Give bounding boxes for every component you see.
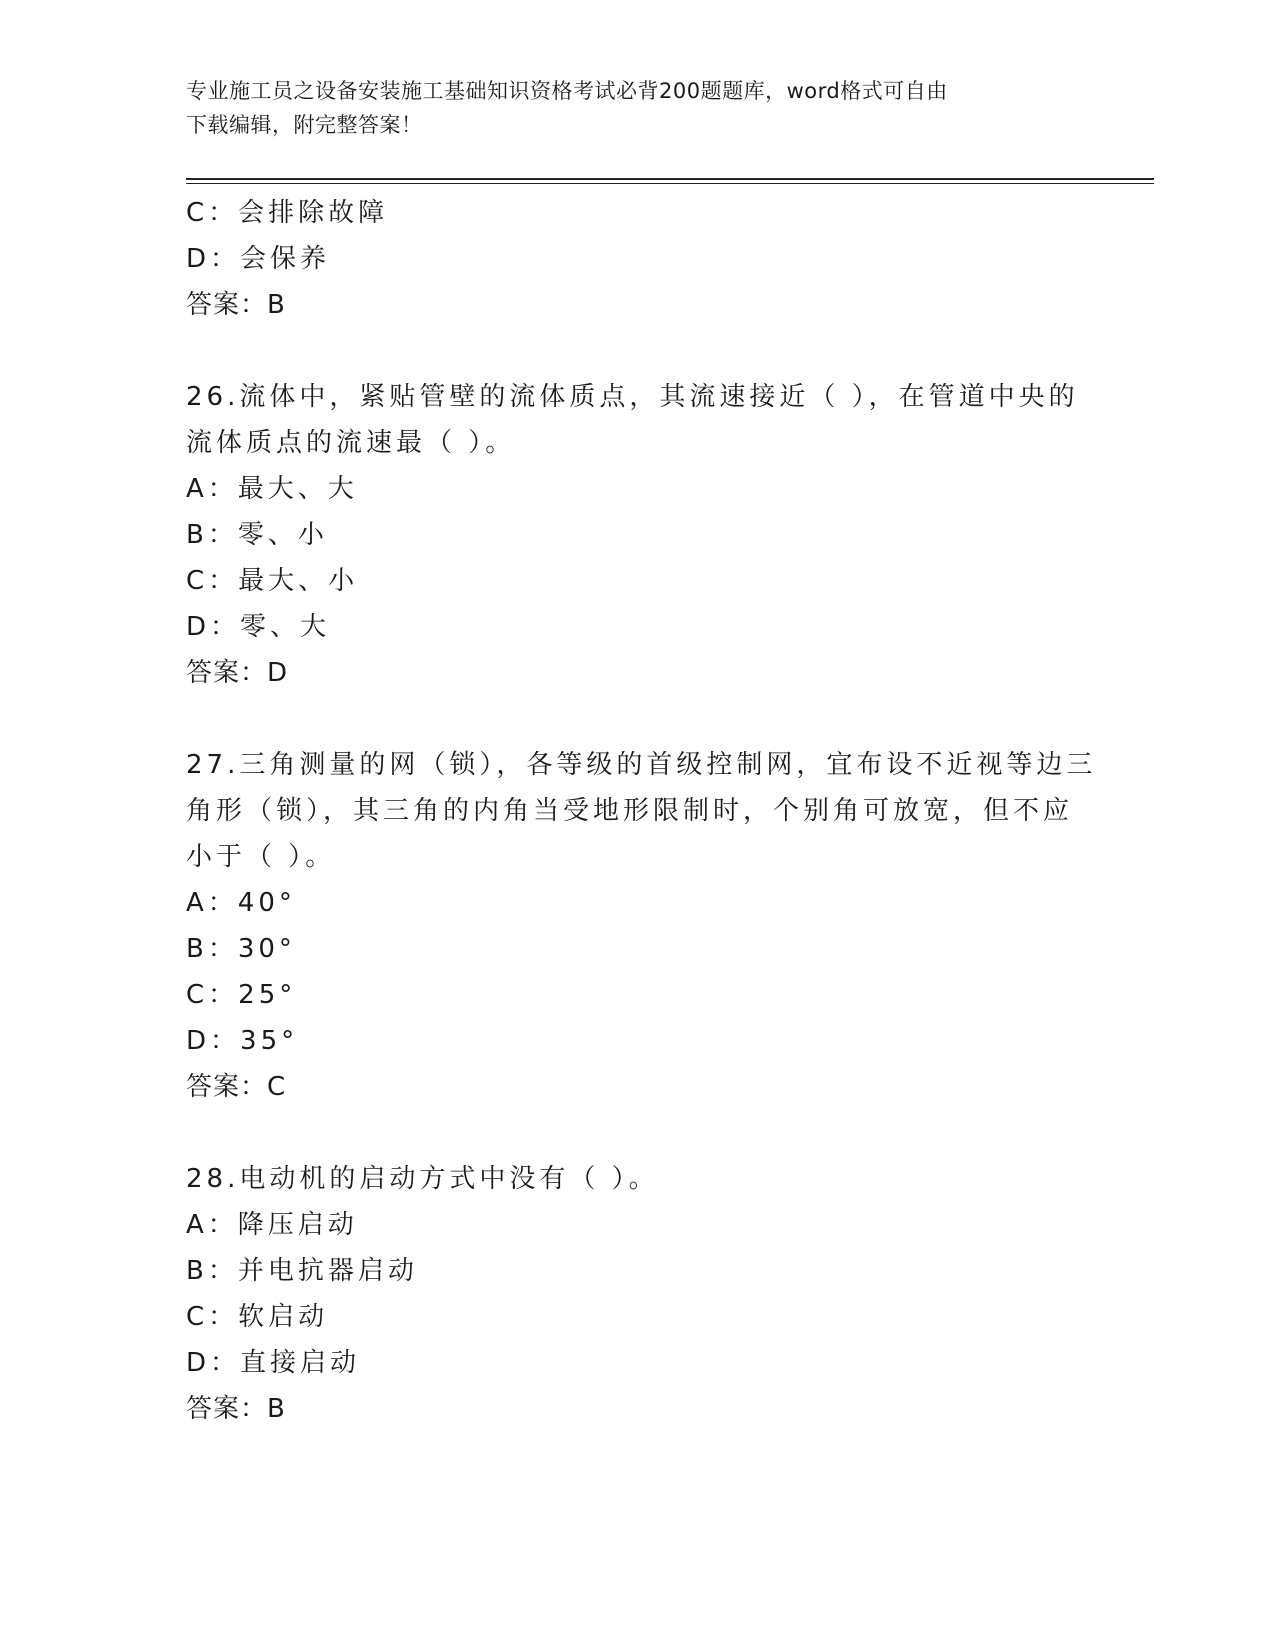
option-d: D：会保养 [186, 244, 331, 274]
header-line-1: 专业施工员之设备安装施工基础知识资格考试必背200题题库，word格式可自由 [186, 79, 948, 103]
option-c: C：软启动 [186, 1302, 329, 1332]
answer-line: 答案：C [186, 1072, 287, 1102]
answer-line: 答案：B [186, 290, 286, 320]
question-text-line: 角形（锁），其三角的内角当受地形限制时，个别角可放宽，但不应 [186, 796, 1074, 826]
question-26 [186, 374, 1106, 696]
option-b: B：30° [186, 934, 296, 964]
answer-line: 答案：B [186, 1394, 286, 1424]
option-c: C：最大、小 [186, 566, 359, 596]
question-27 [186, 742, 1106, 1110]
question-text-line: 26.流体中，紧贴管壁的流体质点，其流速接近（ ），在管道中央的 [186, 382, 1079, 412]
option-a: A：40° [186, 888, 296, 918]
option-b: B：并电抗器启动 [186, 1256, 418, 1286]
option-c: C：会排除故障 [186, 198, 389, 228]
document-header [186, 74, 1086, 142]
header-line-2: 下载编辑，附完整答案！ [186, 113, 423, 137]
question-text-line: 28.电动机的启动方式中没有（ ）。 [186, 1164, 659, 1194]
option-c: C：25° [186, 980, 297, 1010]
option-d: D：直接启动 [186, 1348, 361, 1378]
option-d: D：35° [186, 1026, 299, 1056]
question-text-line: 流体质点的流速最（ ）。 [186, 428, 516, 458]
option-d: D：零、大 [186, 612, 331, 642]
header-rule-thin [186, 183, 1154, 184]
question-text-line: 27.三角测量的网（锁），各等级的首级控制网，宜布设不近视等边三 [186, 750, 1097, 780]
question-text-line: 小于（ ）。 [186, 842, 336, 872]
answer-line: 答案：D [186, 658, 289, 688]
header-rule-thick [186, 178, 1154, 180]
prev-question [186, 190, 1106, 328]
option-a: A：最大、大 [186, 474, 358, 504]
option-b: B：零、小 [186, 520, 328, 550]
option-a: A：降压启动 [186, 1210, 358, 1240]
document-body [186, 190, 1106, 1432]
question-28 [186, 1156, 1106, 1432]
